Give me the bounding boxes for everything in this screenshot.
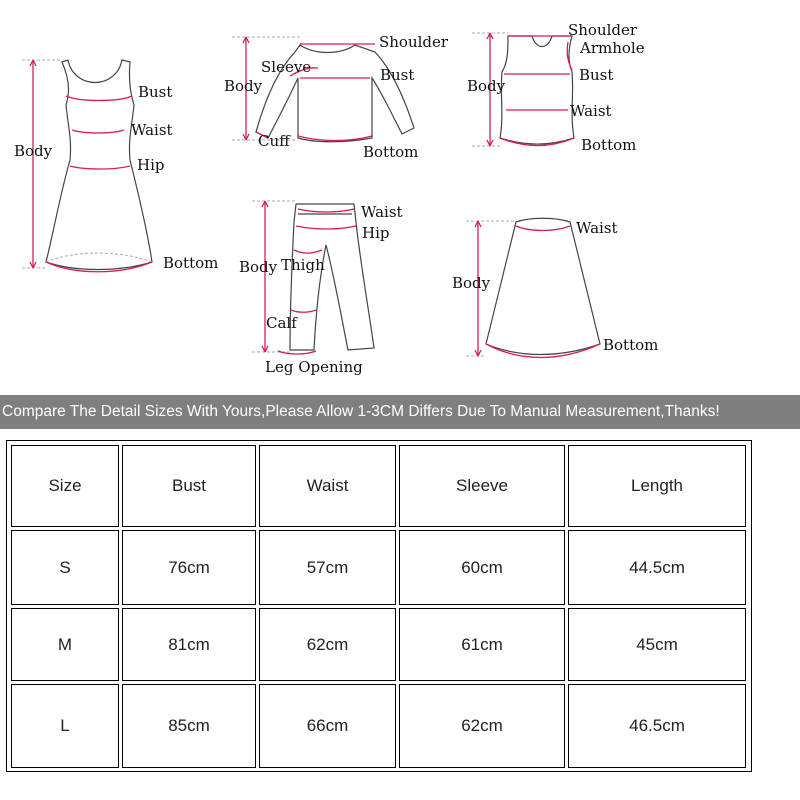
pants-waist-label: Waist [361,203,403,221]
pants-thigh-label: Thigh [281,256,325,274]
dress-body-label: Body [14,142,53,160]
pants-calf-label: Calf [266,314,297,332]
top-shoulder-label: Shoulder [379,33,449,51]
table-row [11,530,746,605]
bust-cell: 81cm [122,608,256,681]
header-cell-size: Size [11,445,119,527]
dress-hip-line [70,166,130,169]
sleeve-cell: 61cm [399,608,565,681]
dress-waist-label: Waist [131,121,173,139]
length-cell: 46.5cm [568,684,746,768]
table-row [11,608,746,681]
vest-body-label: Body [467,77,506,95]
pants-hip-label: Hip [362,224,390,242]
table-row [11,684,746,768]
skirt-waist-label: Waist [576,219,618,237]
top-cuff-label: Cuff [258,132,290,150]
dress-bust-label: Bust [138,83,173,101]
length-cell: 44.5cm [568,530,746,605]
skirt-body-label: Body [452,274,491,292]
skirt-bottom-line [486,344,600,358]
pants-thigh-line [294,250,322,253]
pants-leg-opening-line [278,351,316,354]
vest-outline [500,36,574,144]
pants-waist-line [298,209,354,212]
waist-cell: 66cm [259,684,396,768]
vest-waist-label: Waist [570,102,612,120]
dress-bottom-label: Bottom [163,254,219,272]
header-cell-waist: Waist [259,445,396,527]
waist-cell: 62cm [259,608,396,681]
sleeve-cell: 62cm [399,684,565,768]
measurement-diagram [0,0,800,390]
pants-diagram [239,201,403,376]
pants-leg-opening-label: Leg Opening [265,358,363,376]
pants-calf-line [291,310,316,312]
dress-bust-line [66,96,132,101]
dress-hip-label: Hip [137,156,165,174]
top-sleeve-label: Sleeve [261,58,312,76]
bust-cell: 76cm [122,530,256,605]
header-cell-sleeve: Sleeve [399,445,565,527]
size-chart-table [8,442,749,771]
size-cell: M [11,608,119,681]
top-bust-label: Bust [380,66,415,84]
table-header-row [11,445,746,527]
vest-diagram [467,21,645,154]
top-diagram [224,33,449,161]
skirt-diagram [452,218,658,357]
dress-diagram [14,60,218,272]
top-body-label: Body [224,77,263,95]
dress-waist-line [72,130,124,133]
skirt-waist-line [516,226,570,231]
size-cell: L [11,684,119,768]
bust-cell: 85cm [122,684,256,768]
vest-armhole-label: Armhole [580,39,645,57]
skirt-bottom-label: Bottom [603,336,659,354]
measurement-notice-banner [0,395,800,429]
header-cell-bust: Bust [122,445,256,527]
vest-shoulder-label: Shoulder [568,21,638,39]
waist-cell: 57cm [259,530,396,605]
sleeve-cell: 60cm [399,530,565,605]
skirt-outline [486,218,600,354]
length-cell: 45cm [568,608,746,681]
pants-hip-line [296,226,356,229]
vest-bust-label: Bust [579,66,614,84]
size-cell: S [11,530,119,605]
header-cell-length: Length [568,445,746,527]
dress-bottom-line [46,262,152,272]
pants-body-label: Body [239,258,278,276]
top-bottom-label: Bottom [363,143,419,161]
measurement-notice-text: Compare The Detail Sizes With Yours,Please Allow 1-3CM Differs Due To Manual Measurement,Thanks! [2,403,720,420]
vest-bottom-label: Bottom [581,136,637,154]
